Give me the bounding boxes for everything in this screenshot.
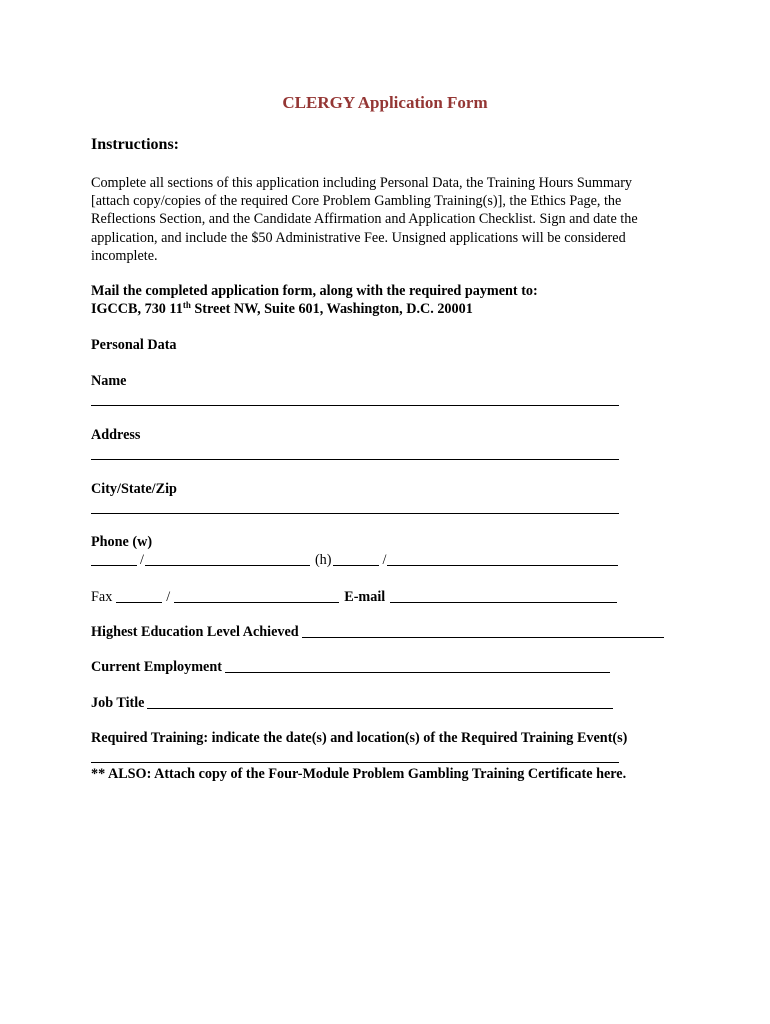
education-field[interactable] <box>302 623 664 638</box>
address-label: Address <box>91 427 141 443</box>
ordinal-suffix: th <box>182 300 191 311</box>
city-state-zip-field[interactable] <box>91 513 619 514</box>
education-row <box>91 623 664 641</box>
instructions-line: incomplete. <box>91 247 158 264</box>
fax-email-row <box>91 588 617 606</box>
employment-label: Current Employment <box>91 659 222 675</box>
required-training-label: Required Training: indicate the date(s) and location(s) of the Required Training Event(s) <box>91 730 628 746</box>
phone-work-number-field[interactable] <box>145 551 310 566</box>
instructions-text <box>91 174 691 265</box>
phone-separator: / <box>140 552 144 568</box>
fax-number-field[interactable] <box>174 588 339 603</box>
phone-row <box>91 551 618 569</box>
job-title-label: Job Title <box>91 695 145 711</box>
employment-row <box>91 658 610 676</box>
mail-address <box>91 300 691 318</box>
name-label: Name <box>91 373 127 389</box>
fax-separator: / <box>166 589 171 605</box>
instructions-heading: Instructions: <box>91 136 180 153</box>
personal-data-heading: Personal Data <box>91 337 177 353</box>
mail-line: Mail the completed application form, along with the required payment to: <box>91 283 538 299</box>
address-field[interactable] <box>91 459 619 460</box>
instructions-line: application, and include the $50 Administrative Fee. Unsigned applications will be considered <box>91 229 626 246</box>
phone-label: Phone (w) <box>91 534 153 550</box>
attach-certificate-note: ** ALSO: Attach copy of the Four-Module Problem Gambling Training Certificate here. <box>91 766 627 782</box>
required-training-field[interactable] <box>91 762 619 763</box>
job-title-field[interactable] <box>147 694 613 709</box>
mail-address-part: Street NW, Suite 601, Washington, D.C. 20001 <box>190 301 473 318</box>
instructions-line: [attach copy/copies of the required Core Problem Gambling Training(s)], the Ethics Page, the <box>91 193 622 210</box>
mail-address-part: IGCCB, 730 11 <box>91 301 183 318</box>
mailing-instructions <box>91 282 691 318</box>
education-label: Highest Education Level Achieved <box>91 624 299 640</box>
phone-work-area-code-field[interactable] <box>91 551 137 566</box>
phone-home-number-field[interactable] <box>387 551 618 566</box>
phone-home-area-code-field[interactable] <box>333 551 379 566</box>
email-label: E-mail <box>344 589 386 605</box>
fax-area-code-field[interactable] <box>116 588 162 603</box>
phone-home-label: (h) <box>314 552 332 568</box>
fax-label: Fax <box>91 589 113 605</box>
job-title-row <box>91 694 613 712</box>
form-title: CLERGY Application Form <box>282 93 488 112</box>
phone-separator: / <box>382 552 387 568</box>
instructions-line: Complete all sections of this application including Personal Data, the Training Hours Summary <box>91 175 633 191</box>
name-field[interactable] <box>91 405 619 406</box>
email-field[interactable] <box>390 588 617 603</box>
employment-field[interactable] <box>225 658 610 673</box>
instructions-line: Reflections Section, and the Candidate Affirmation and Application Checklist. Sign and date the <box>91 211 638 228</box>
city-state-zip-label: City/State/Zip <box>91 481 177 497</box>
